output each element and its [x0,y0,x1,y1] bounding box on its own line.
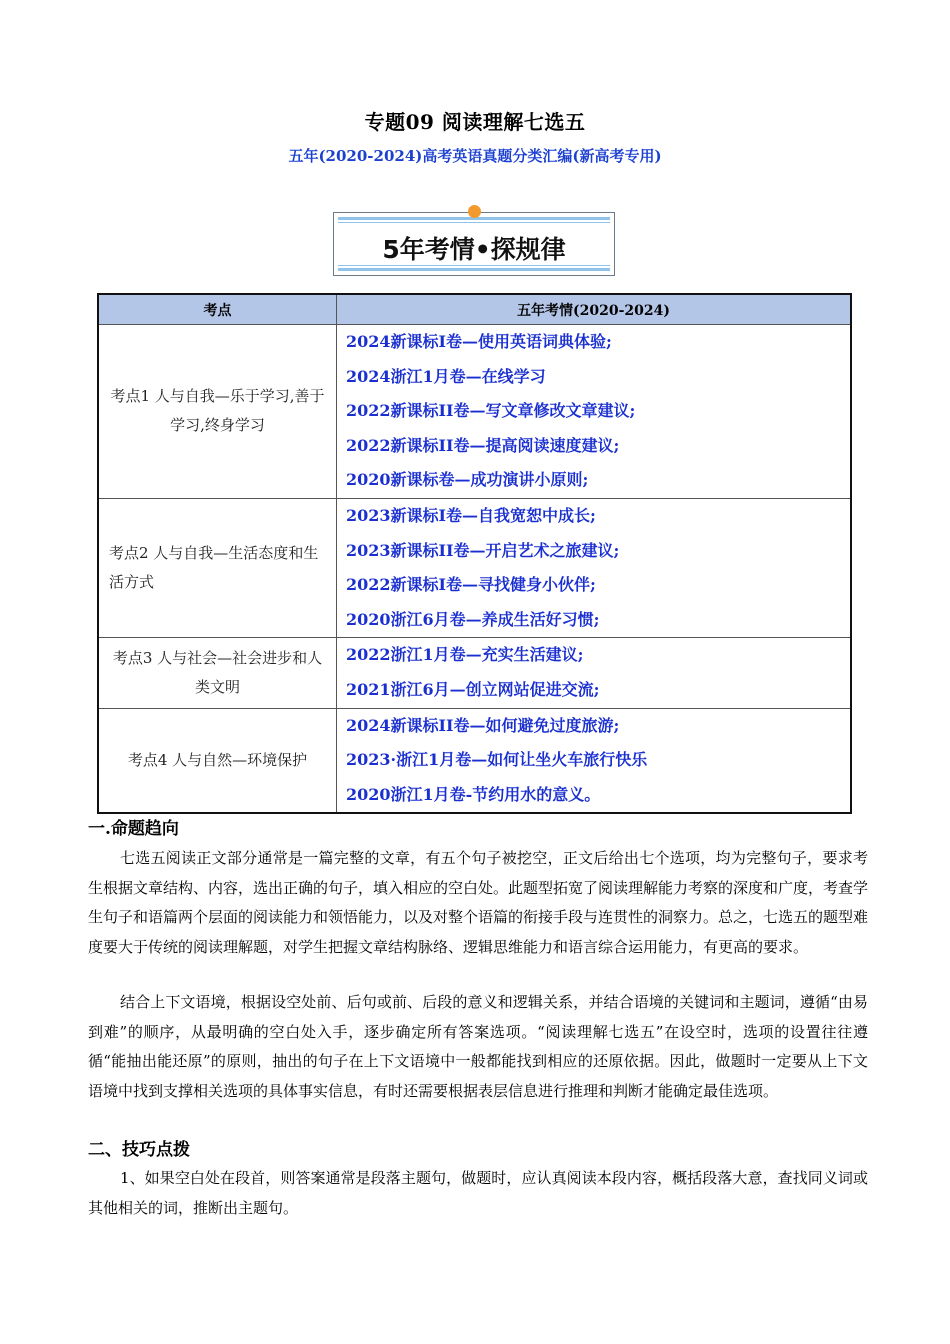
page-subtitle: 五年(2020-2024)高考英语真题分类汇编(新高考专用) [288,147,662,165]
exam-item: 2023·浙江1月卷—如何让坐火车旅行快乐 [346,750,648,770]
exam-item: 2021浙江6月—创立网站促进交流; [346,679,600,699]
exam-item: 2020浙江1月卷-节约用水的意义。 [346,784,601,804]
column-header-years: 五年考情(2020-2024) [337,294,852,325]
topic-cell: 考点2 人与自我—生活态度和生活方式 [98,498,337,637]
exam-item: 2024浙江1月卷—在线学习 [346,366,546,386]
column-header-topic: 考点 [98,294,337,325]
items-cell [337,498,852,637]
section-banner [333,212,615,276]
section-heading-tips: 二、技巧点拨 [88,1140,190,1160]
table-row [98,498,851,637]
banner-dot-icon [468,205,481,218]
exam-item: 2024新课标II卷—如何避免过度旅游; [346,715,620,735]
paragraph: 1、如果空白处在段首，则答案通常是段落主题句，做题时，应认真阅读本段内容，概括段落大意，查找同义词或其他相关的词，推断出主题句。 [88,1169,868,1217]
paragraph: 七选五阅读正文部分通常是一篇完整的文章，有五个句子被挖空，正文后给出七个选项，均为完整句子，要求考生根据文章结构、内容，选出正确的句子，填入相应的空白处。此题型拓宽了阅读理解能力考察的深度和广度，考查学生句子和语篇两个层面的阅读能力和领悟能力，以及对整个语篇的衔接手段与连贯性的洞察力。总之，七选五的题型难度要大于传统的阅读理解题，对学生把握文章结构脉络、逻辑思维能力和语言综合运用能力，有更高的要求。 [88,849,869,956]
exam-analysis-table [97,293,852,814]
table-row [98,638,851,708]
exam-item: 2024新课标I卷—使用英语词典体验; [346,332,612,351]
page-title: 专题09 阅读理解七选五 [364,110,586,134]
topic-cell: 考点4 人与自然—环境保护 [98,708,337,813]
items-cell [337,325,852,499]
banner-text: 5年考情•探规律 [382,235,566,264]
table-row [98,708,851,813]
exam-item: 2020新课标卷—成功演讲小原则; [346,470,589,490]
exam-item: 2022新课标II卷—写文章修改文章建议; [346,401,636,421]
items-cell [337,708,852,813]
exam-item: 2023新课标I卷—自我宽恕中成长; [346,505,596,525]
topic-cell: 考点3 人与社会—社会进步和人类文明 [98,638,337,708]
section-heading-trends: 一.命题趋向 [88,819,179,839]
banner-top-thin-line [338,222,610,223]
topic-cell: 考点1 人与自我—乐于学习,善于学习,终身学习 [98,325,337,499]
banner-bottom-thin-line [338,265,610,266]
items-cell [337,638,852,708]
banner-bottom-line [338,268,610,271]
paragraph: 结合上下文语境，根据设空处前、后句或前、后段的意义和逻辑关系，并结合语境的关键词和主题词，遵循“由易到难”的顺序，从最明确的空白处入手，逐步确定所有答案选项。“阅读理解七选五”在设空时，选项的设置往往遵循“能抽出能还原”的原则，抽出的句子在上下文语境中一般都能找到相应的还原依据。因此，做题时一定要从上下文语境中找到支撑相关选项的具体事实信息，有时还需要根据表层信息进行推理和判断才能确定最佳选项。 [88,993,868,1100]
exam-item: 2020浙江6月卷—养成生活好习惯; [346,609,600,629]
table-header-row [98,294,851,325]
exam-item: 2022浙江1月卷—充实生活建议; [346,645,584,665]
exam-item: 2023新课标II卷—开启艺术之旅建议; [346,540,620,560]
exam-item: 2022新课标I卷—寻找健身小伙伴; [346,575,596,595]
table-row [98,325,851,499]
exam-item: 2022新课标II卷—提高阅读速度建议; [346,435,620,455]
